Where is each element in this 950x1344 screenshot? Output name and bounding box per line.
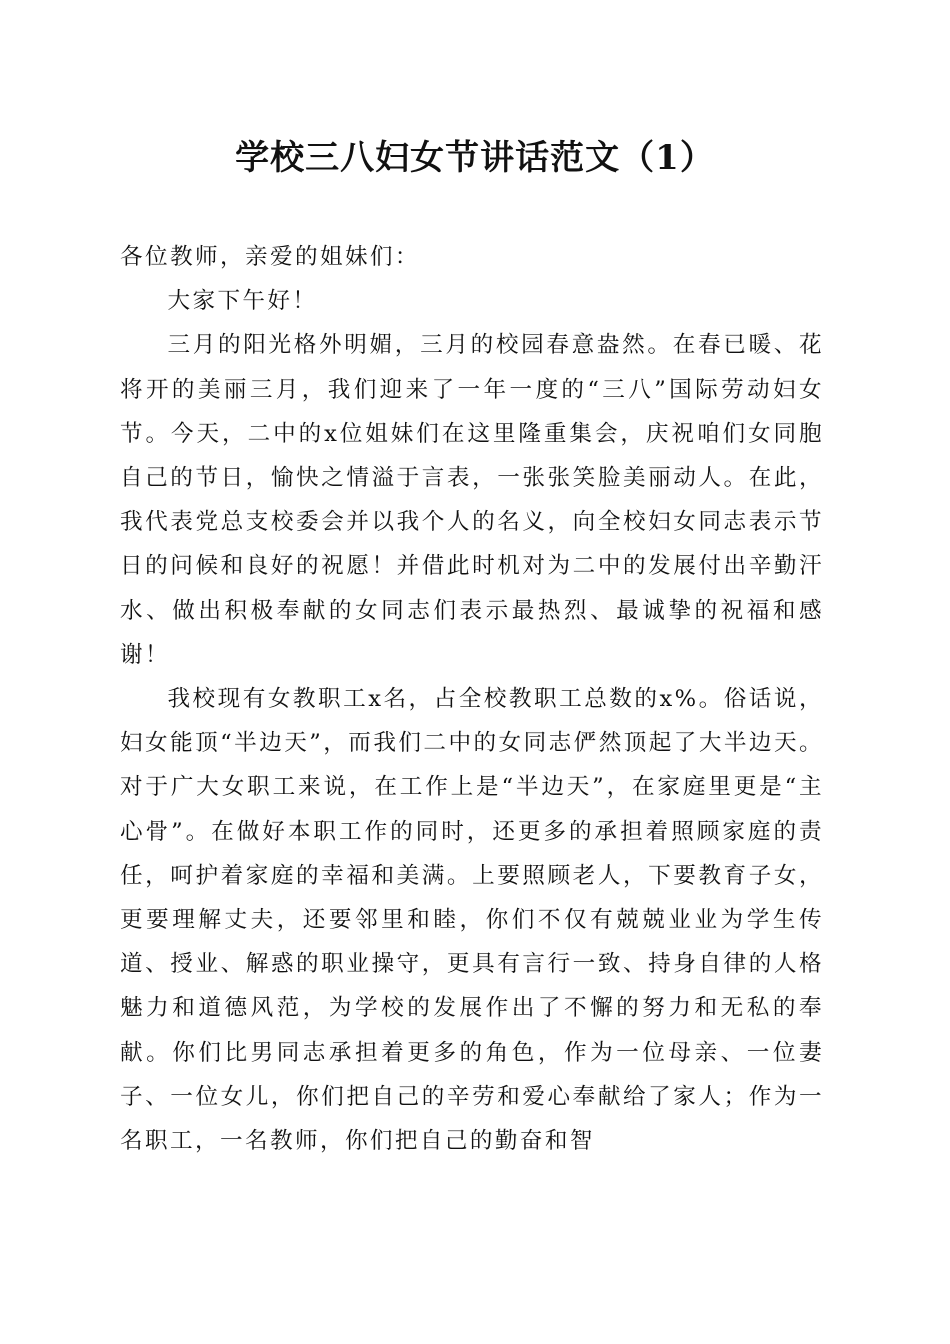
document-title: 学校三八妇女节讲话范文（1） [235, 138, 715, 178]
salutation: 各位教师，亲爱的姐妹们： [120, 244, 420, 270]
paragraph-2: 我校现有女教职工x名，占全校教职工总数的x%。俗话说，妇女能顶“半边天”，而我们二中的女同志俨然顶起了大半边天。对于广大女职工来说，在工作上是“半边天”，在家庭里更是“主心骨”。在做好本职工作的同时，还更多的承担着照顾家庭的责任，呵护着家庭的幸福和美满。上要照顾老人，下要教育子女，更要理解丈夫，还要邻里和睦，你们不仅有兢兢业业为学生传道、授业、解惑的职业操守，更具有言行一致、持身自律的人格魅力和道德风范，为学校的发展作出了不懈的努力和无私的奉献。你们比男同志承担着更多的角色，作为一位母亲、一位妻子、一位女儿，你们把自己的辛劳和爱心奉献给了家人；作为一名职工，一名教师，你们把自己的勤奋和智 [120, 686, 825, 1155]
document-body [120, 235, 824, 1163]
paragraph-1: 三月的阳光格外明媚，三月的校园春意盎然。在春已暖、花将开的美丽三月，我们迎来了一年一度的“三八”国际劳动妇女节。今天，二中的x位姐妹们在这里隆重集会，庆祝咱们女同胞自己的节日，愉快之情溢于言表，一张张笑脸美丽动人。在此，我代表党总支校委会并以我个人的名义，向全校妇女同志表示节日的问候和良好的祝愿！并借此时机对为二中的发展付出辛勤汗水、做出积极奉献的女同志们表示最热烈、最诚挚的祝福和感谢！ [120, 332, 824, 668]
greeting: 大家下午好！ [167, 288, 318, 315]
